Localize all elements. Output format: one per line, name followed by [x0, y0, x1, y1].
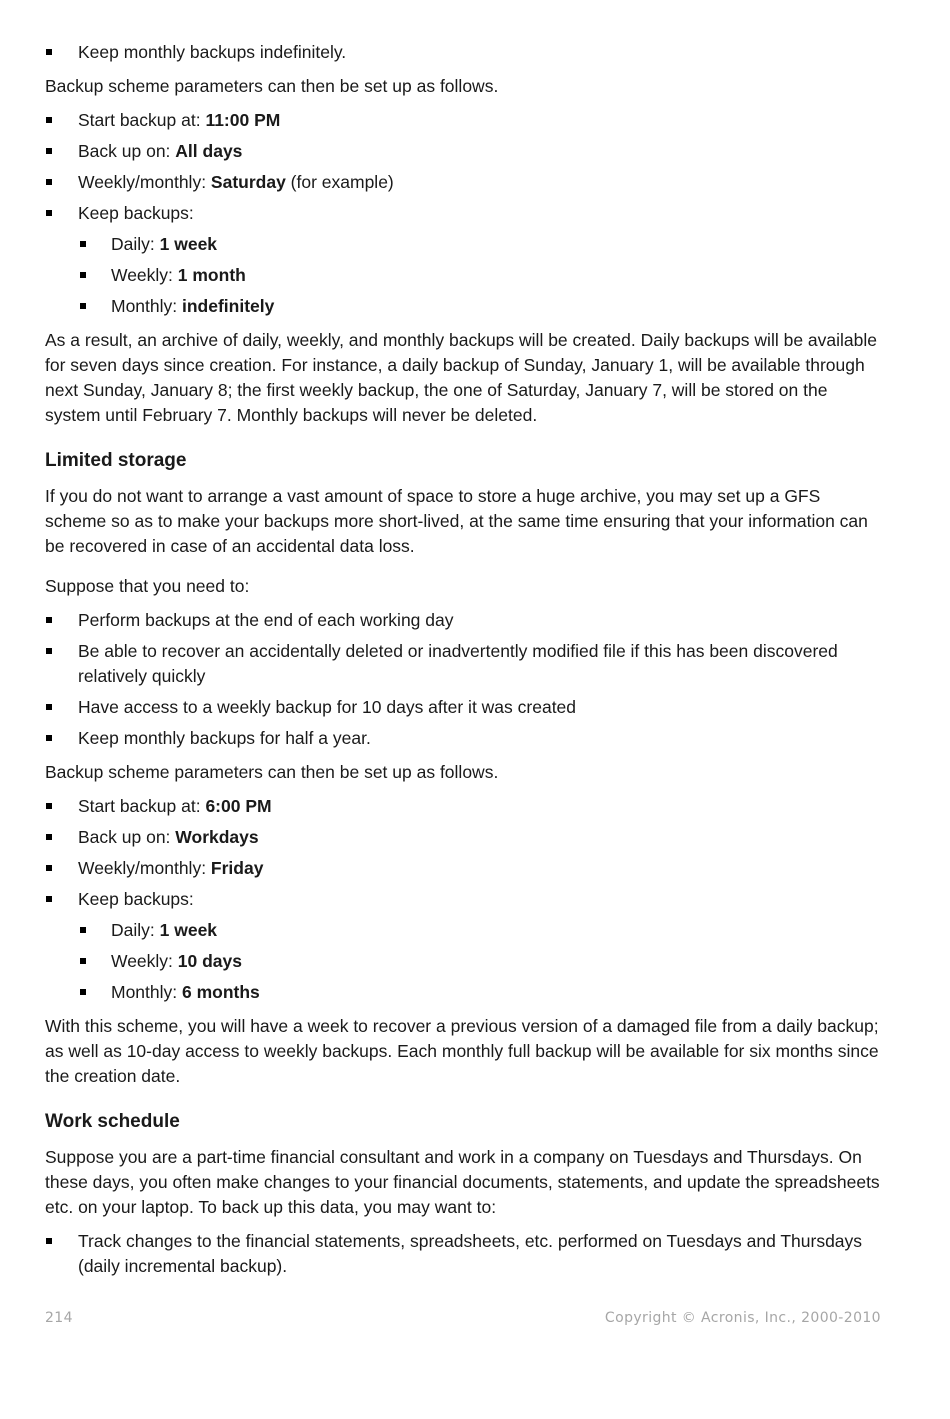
- param-value: 6 months: [182, 982, 260, 1002]
- param-value: Saturday: [210, 172, 286, 192]
- list-item: Weekly: 10 days: [45, 949, 885, 974]
- param-value: 6:00 PM: [205, 796, 272, 816]
- list-item: Keep backups:: [45, 201, 885, 226]
- list-item: Daily: 1 week: [45, 232, 885, 257]
- result-paragraph: With this scheme, you will have a week to recover a previous version of a damaged file from a daily backup; as well as 10-day access to weekly backups. Each monthly full backup will be available for six months since the creation date.: [45, 1016, 879, 1086]
- list-item: Track changes to the financial statements, spreadsheets, etc. performed on Tuesdays and Thursdays (daily incremental backup).: [45, 1229, 885, 1279]
- list-item: Perform backups at the end of each working day: [45, 608, 885, 633]
- param-value: 10 days: [177, 951, 242, 971]
- list-item: Start backup at: 6:00 PM: [45, 794, 885, 819]
- limited-storage-paragraph: If you do not want to arrange a vast amount of space to store a huge archive, you may set up a GFS scheme so as to make your backups more short-lived, at the same time ensuring that your information can be recovered in case of an accidental data loss.: [45, 486, 868, 556]
- page-number: 214: [45, 1310, 73, 1326]
- list-item: Weekly: 1 month: [45, 263, 885, 288]
- keep-sublist-2: [45, 918, 885, 1005]
- page-footer: [45, 1310, 881, 1326]
- list-item: Have access to a weekly backup for 10 days after it was created: [45, 695, 885, 720]
- needs-list: [45, 608, 885, 751]
- list-item: Keep monthly backups indefinitely.: [45, 40, 885, 65]
- list-item: Back up on: All days: [45, 139, 885, 164]
- top-bullet-list: [45, 40, 885, 65]
- list-item: Be able to recover an accidentally deleted or inadvertently modified file if this has been discovered relatively quickly: [45, 639, 885, 689]
- section-heading-limited-storage: Limited storage: [45, 450, 187, 471]
- param-value: 1 month: [177, 265, 246, 285]
- param-value: 1 week: [159, 234, 218, 254]
- list-item: Keep monthly backups for half a year.: [45, 726, 885, 751]
- params-intro: Backup scheme parameters can then be set up as follows.: [45, 762, 499, 782]
- keep-sublist-1: [45, 232, 885, 319]
- list-item: Weekly/monthly: Friday: [45, 856, 885, 881]
- list-item: Back up on: Workdays: [45, 825, 885, 850]
- param-value: All days: [175, 141, 243, 161]
- list-item: Keep backups:: [45, 887, 885, 912]
- params-intro: Backup scheme parameters can then be set up as follows.: [45, 76, 499, 96]
- list-item: Start backup at: 11:00 PM: [45, 108, 885, 133]
- param-value: indefinitely: [182, 296, 275, 316]
- list-item: Monthly: 6 months: [45, 980, 885, 1005]
- params-list-2: [45, 794, 885, 912]
- list-item: Monthly: indefinitely: [45, 294, 885, 319]
- list-item: Weekly/monthly: Saturday (for example): [45, 170, 885, 195]
- work-bullet-list: [45, 1229, 885, 1279]
- param-value: 1 week: [159, 920, 218, 940]
- result-paragraph: As a result, an archive of daily, weekly, and monthly backups will be created. Daily backups will be available for seven days since creation. For instance, a daily backup of Sunday, January 1, will be available through next Sunday, January 8; the first weekly backup, the one of Saturday, January 7, will be stored on the system until February 7. Monthly backups will never be deleted.: [45, 330, 877, 425]
- copyright-notice: Copyright © Acronis, Inc., 2000-2010: [604, 1310, 881, 1326]
- suppose-line: Suppose that you need to:: [45, 576, 250, 596]
- list-item: Daily: 1 week: [45, 918, 885, 943]
- params-list-1: [45, 108, 885, 226]
- param-value: Workdays: [175, 827, 259, 847]
- work-schedule-paragraph: Suppose you are a part-time financial consultant and work in a company on Tuesdays and Thursdays. On these days, you often make changes to your financial documents, statements, and update the spreadsheets etc. on your laptop. To back up this data, you may want to:: [45, 1147, 880, 1217]
- section-heading-work-schedule: Work schedule: [45, 1111, 180, 1132]
- document-page: [45, 40, 885, 1279]
- param-value: 11:00 PM: [205, 110, 281, 130]
- param-value: Friday: [210, 858, 264, 878]
